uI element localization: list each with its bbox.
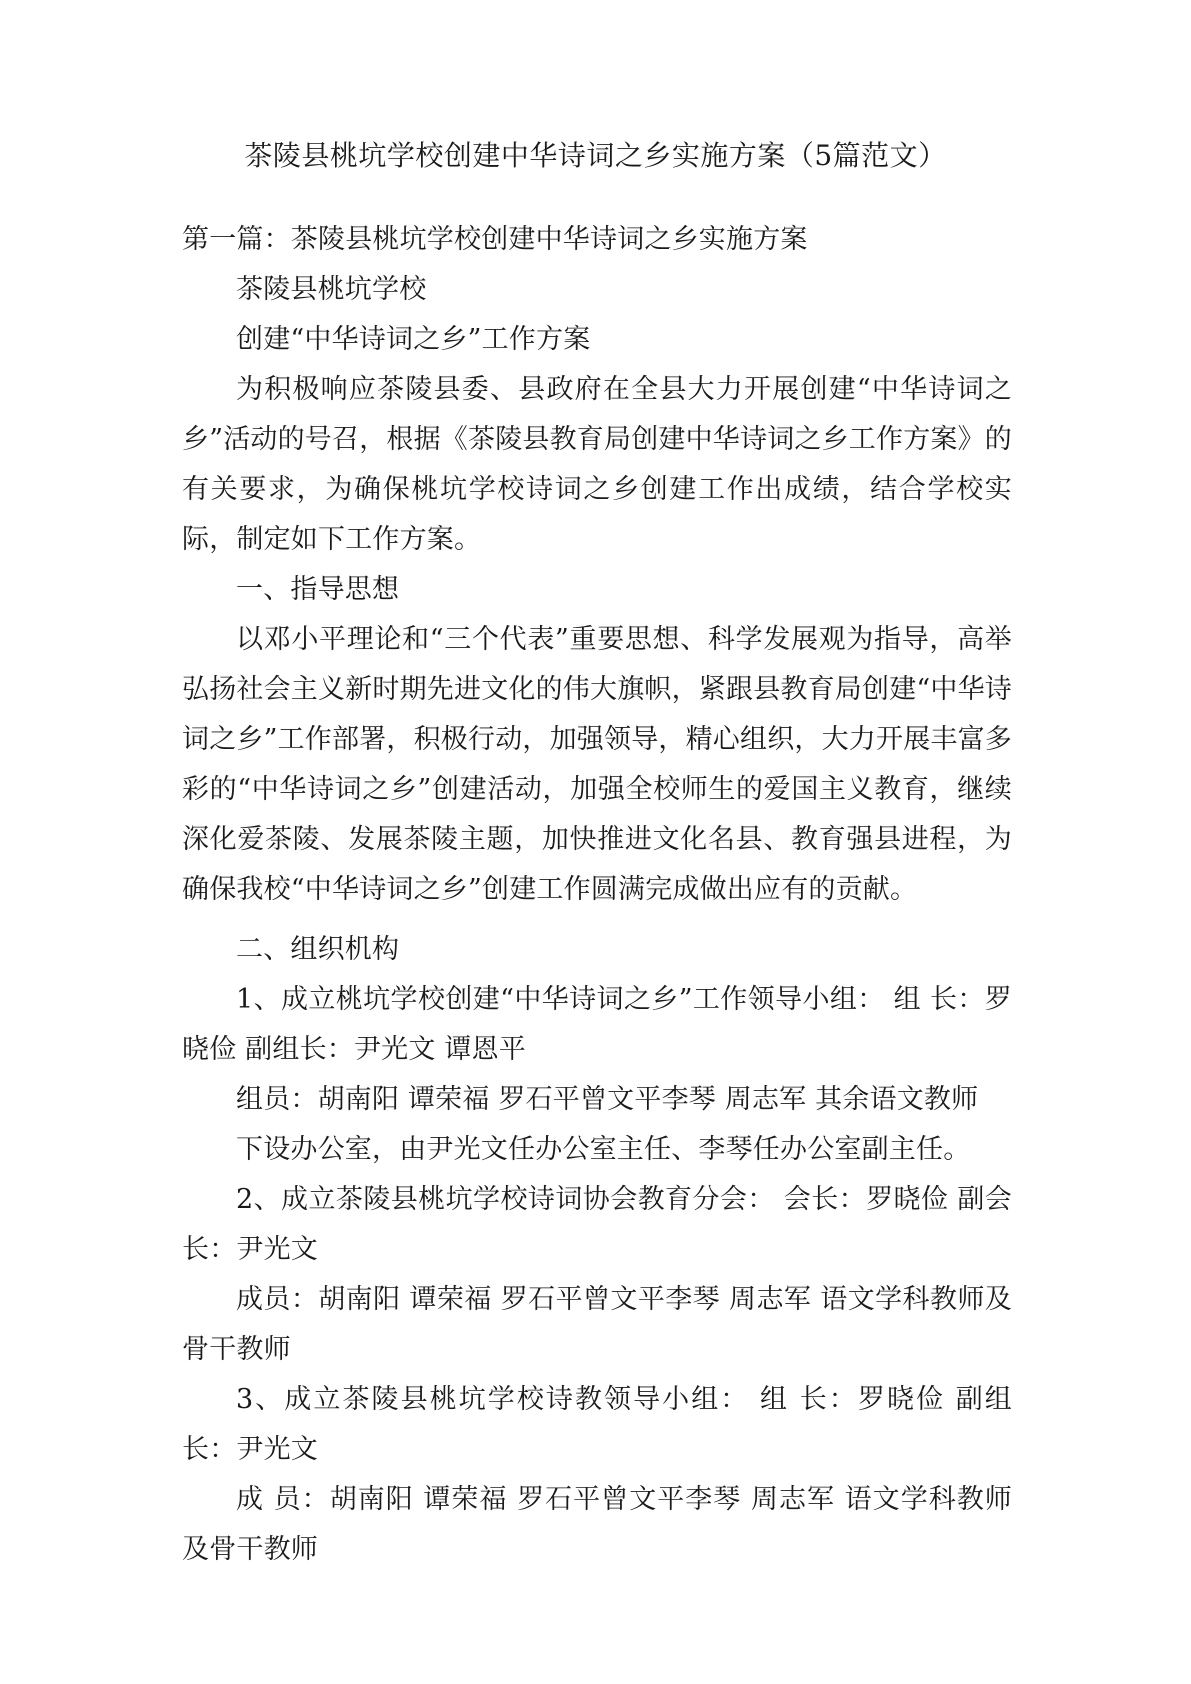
guiding-thought-paragraph: 以邓小平理论和“三个代表”重要思想、科学发展观为指导，高举弘扬社会主义新时期先进文化的伟大旗帜，紧跟县教育局创建“中华诗词之乡”工作部署，积极行动，加强领导，精心组织，大力开展丰富多彩的“中华诗词之乡”创建活动，加强全校师生的爱国主义教育，继续深化爱茶陵、发展茶陵主题，加快推进文化名县、教育强县进程，为确保我校“中华诗词之乡”创建工作圆满完成做出应有的贡献。 <box>182 624 1013 905</box>
school-name-line: 茶陵县桃坑学校 <box>236 274 427 305</box>
plan-subtitle: 创建“中华诗词之乡”工作方案 <box>236 324 591 355</box>
org-item-1: 1、成立桃坑学校创建“中华诗词之乡”工作领导小组： 组 长：罗晓俭 副组长：尹光文 谭恩平 <box>182 984 1012 1065</box>
org-item-3: 3、成立茶陵县桃坑学校诗教领导小组： 组 长：罗晓俭 副组长：尹光文 <box>182 1384 1012 1465</box>
section-heading-guiding-thought: 一、指导思想 <box>236 574 400 605</box>
document-title: 茶陵县桃坑学校创建中华诗词之乡实施方案（5篇范文） <box>244 139 947 172</box>
document-body <box>182 215 1012 1575</box>
intro-paragraph: 为积极响应茶陵县委、县政府在全县大力开展创建“中华诗词之乡”活动的号召，根据《茶陵县教育局创建中华诗词之乡工作方案》的有关要求，为确保桃坑学校诗词之乡创建工作出成绩，结合学校实际，制定如下工作方案。 <box>182 374 1013 555</box>
org-item-2: 2、成立茶陵县桃坑学校诗词协会教育分会： 会长：罗晓俭 副会长：尹光文 <box>182 1184 1012 1265</box>
org-item-1-office: 下设办公室，由尹光文任办公室主任、李琴任办公室副主任。 <box>236 1134 971 1165</box>
chapter-heading: 第一篇：茶陵县桃坑学校创建中华诗词之乡实施方案 <box>182 224 808 255</box>
org-item-1-members: 组员：胡南阳 谭荣福 罗石平曾文平李琴 周志军 其余语文教师 <box>236 1084 979 1115</box>
org-item-3-members: 成 员：胡南阳 谭荣福 罗石平曾文平李琴 周志军 语文学科教师及骨干教师 <box>182 1484 1012 1565</box>
org-item-2-members: 成员：胡南阳 谭荣福 罗石平曾文平李琴 周志军 语文学科教师及骨干教师 <box>182 1284 1012 1365</box>
section-heading-organization: 二、组织机构 <box>236 934 400 965</box>
